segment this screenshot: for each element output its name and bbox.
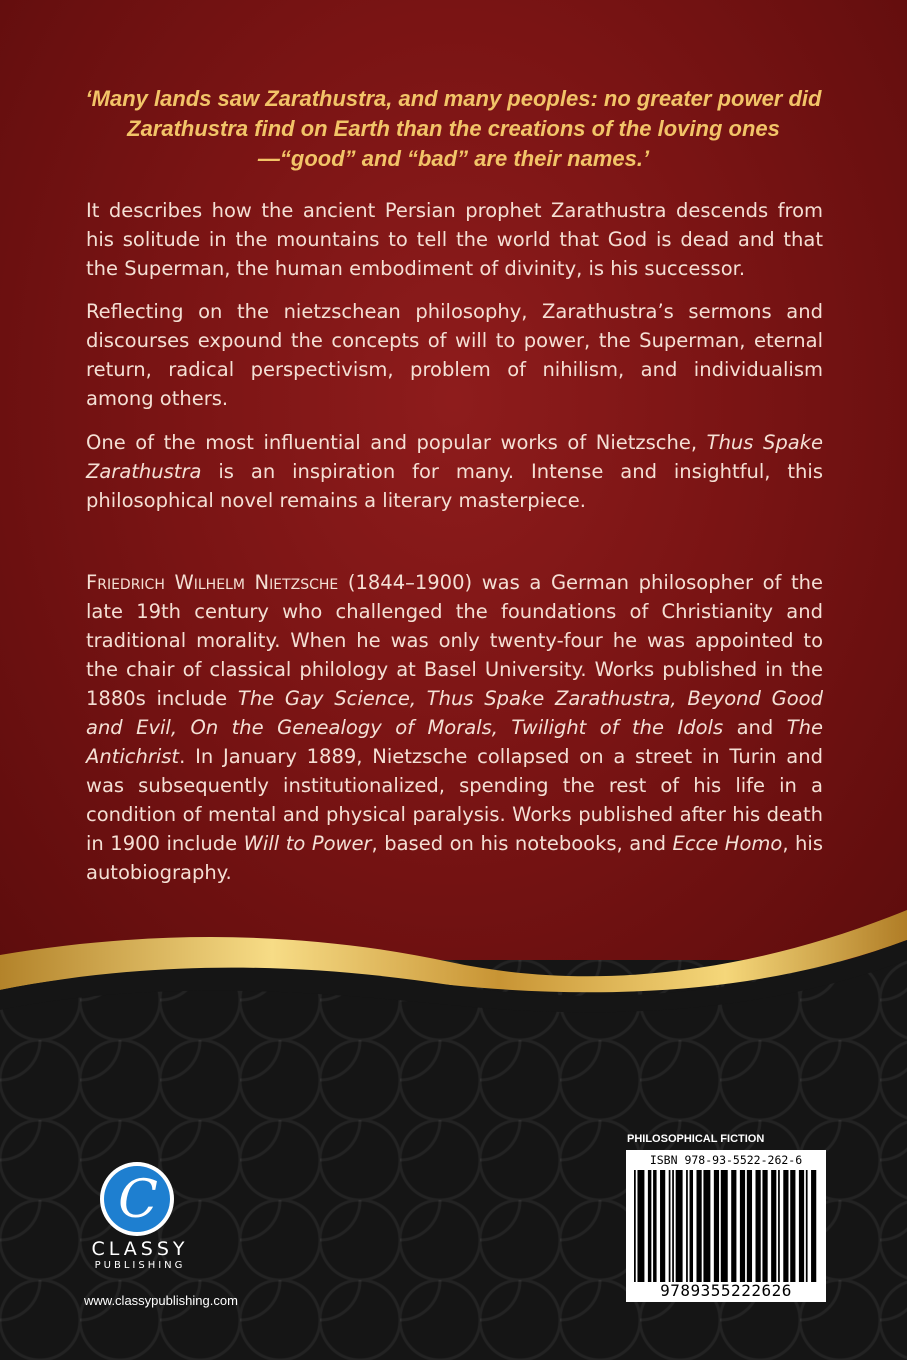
bio-title-antichrist: The Antichrist [86,716,823,768]
barcode-bar [778,1170,780,1282]
barcode-bar [771,1170,776,1282]
bio-text-3: , based on his notebooks, and [371,832,673,855]
bio-titles-1880s: The Gay Science, Thus Spake Zarathustra, Beyond Good and Evil, On the Genealogy of Morals, Twilight of the Idols [86,687,823,739]
barcode-bar [721,1170,728,1282]
barcode-digits: 9789355222626 [660,1281,792,1300]
epigraph-quote: ‘Many lands saw Zarathustra, and many peoples: no greater power did Zarathustra find on Earth than the creations of the loving ones—“good” and “bad” are their names.’ [85,86,822,171]
p3-text-end: is an inspiration for many. Intense and insightful, this philosophical novel remains a literary masterpiece. [86,460,823,512]
barcode-bar [799,1170,804,1282]
publisher-logo-icon [98,1160,176,1238]
barcode-bar [756,1170,761,1282]
barcode-bar [811,1170,816,1282]
barcode-bar [690,1170,693,1282]
gold-wave-ribbon [0,900,907,1030]
barcode-bar [672,1170,674,1282]
barcode-bar [686,1170,688,1282]
publisher-subtitle: PUBLISHING [94,1260,186,1271]
description-paragraph-2: Reflecting on the nietzschean philosophy, Zarathustra’s sermons and discourses expound the concepts of will to power, the Superman, eternal return, radical perspectivism, problem of nihilism, and individualism among others. [86,300,823,410]
barcode-bar [669,1170,671,1282]
bio-text-4: , his autobiography. [86,832,823,884]
barcode-bar [653,1170,656,1282]
barcode-bar [740,1170,745,1282]
barcode-bar [637,1170,644,1282]
genre-label: PHILOSOPHICAL FICTION [627,1133,765,1145]
author-biography [86,568,823,887]
description-paragraph-3 [86,428,823,515]
barcode-bar [696,1170,701,1282]
barcode-bar [731,1170,736,1282]
bio-text-1: (1844–1900) was a German philosopher of the late 19th century who challenged the foundations of Christianity and traditional morality. When he was only twenty-four he was appointed to the chair of classical philology at Basel University. Works published in the 1880s include [86,571,823,710]
bio-and: and [723,716,787,739]
description-paragraph-1: It describes how the ancient Persian prophet Zarathustra descends from his solitude in the mountains to tell the world that God is dead and that the Superman, the human embodiment of divinity, is his successor. [86,199,823,280]
barcode-bar [714,1170,719,1282]
book-title: Thus Spake Zarathustra [86,431,824,483]
barcode-bar [790,1170,795,1282]
logo-letter: C [118,1170,158,1230]
barcode-bar [747,1170,752,1282]
barcode-bar [703,1170,710,1282]
bio-title-will-to-power: Will to Power [243,832,372,855]
barcode-bars [634,1170,818,1282]
publisher-website[interactable]: www.classypublishing.com [84,1293,238,1308]
barcode-box [626,1150,826,1302]
author-name: Friedrich Wilhelm Nietzsche [86,571,339,594]
barcode-bar [648,1170,651,1282]
p3-text-start: One of the most influential and popular works of Nietzsche, [86,431,707,454]
isbn-label: ISBN 978-93-5522-262-6 [649,1153,803,1167]
barcode-bar [634,1170,636,1282]
bio-text-2: . In January 1889, Nietzsche collapsed on a street in Turin and was subsequently institutionalized, spending the rest of his life in a condition of mental and physical paralysis. Works published after his death in 1900 include [86,745,823,855]
barcode-bar [806,1170,808,1282]
publisher-name: CLASSY [91,1238,189,1260]
barcode-bar [762,1170,767,1282]
barcode-bar [660,1170,665,1282]
barcode-bar [783,1170,788,1282]
barcode-bar [676,1170,683,1282]
bio-title-ecce-homo: Ecce Homo [672,832,783,855]
